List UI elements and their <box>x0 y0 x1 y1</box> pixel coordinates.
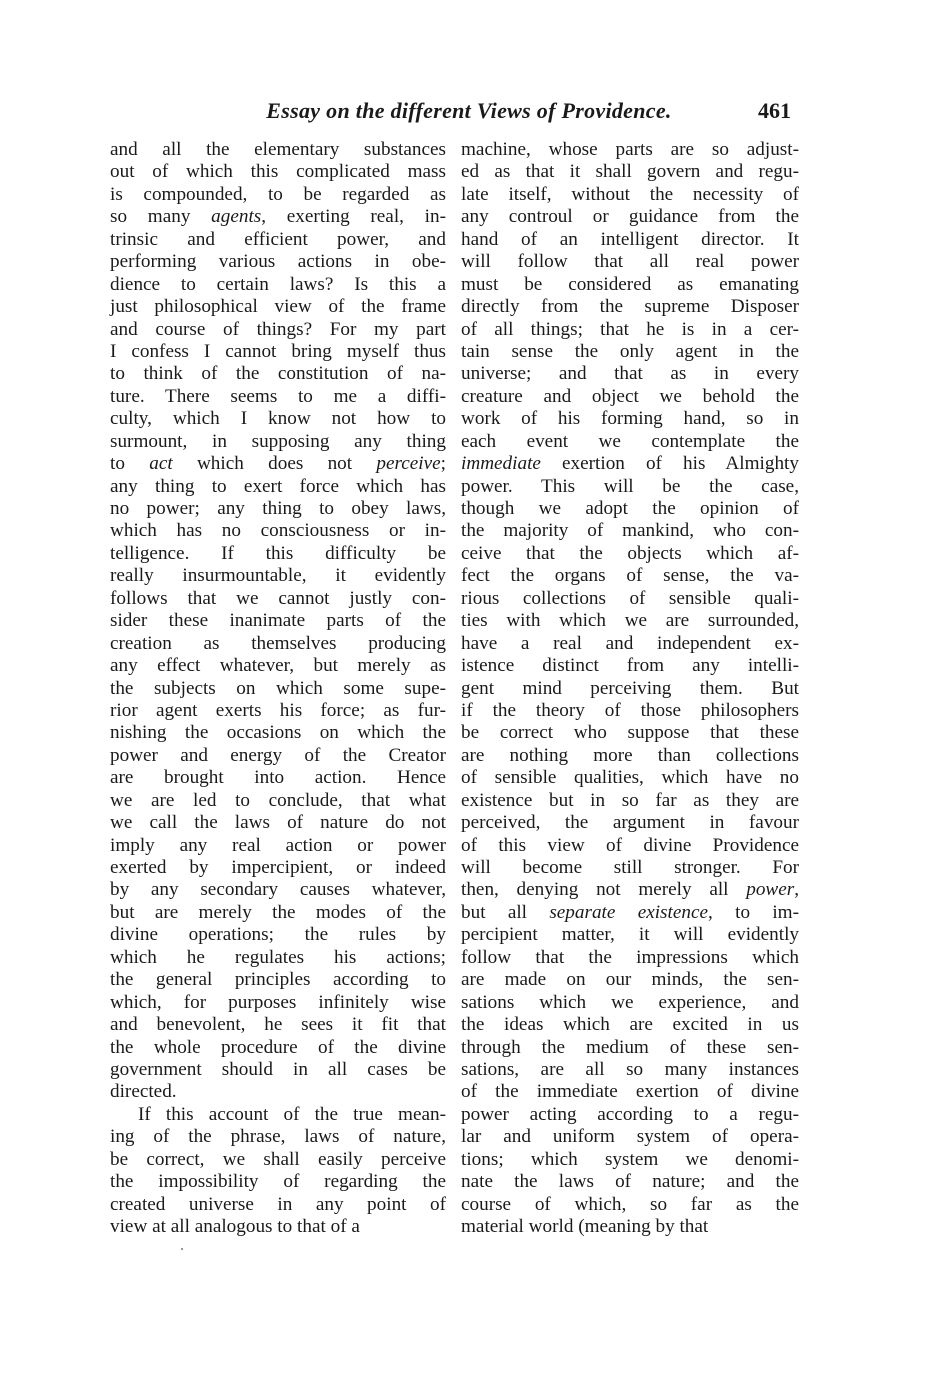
text-line: but are merely the modes of the <box>110 901 446 923</box>
text-line: universe; and that as in every <box>461 363 799 385</box>
text-line: material world (meaning by that <box>461 1216 709 1237</box>
text-line: the impossibility of regarding the <box>110 1171 446 1193</box>
text-line: though we adopt the opinion of <box>461 498 799 519</box>
text-line: are nothing more than collections <box>461 744 799 766</box>
text-line: then, denying not merely all power, <box>461 879 799 901</box>
text-line: be correct, we shall easily perceive <box>110 1148 446 1170</box>
text-line: the general principles according to <box>110 969 446 991</box>
text-line: creature and object we behold the <box>461 385 799 407</box>
text-line: surmount, in supposing any thing <box>110 430 446 452</box>
text-line: so many agents, exerting real, in- <box>110 206 446 228</box>
text-line: created universe in any point of <box>110 1193 446 1215</box>
text-line: I confess I cannot bring myself thus <box>110 340 446 362</box>
text-line: culty, which I know not how to <box>110 408 446 430</box>
text-line: each event we contemplate the <box>461 430 799 452</box>
ink-speck <box>181 1248 183 1250</box>
text-line: course of which, so far as the <box>461 1193 799 1215</box>
text-line: government should in all cases be <box>110 1058 446 1080</box>
text-line: and all the elementary substances <box>110 139 446 160</box>
text-line: of this view of divine Providence <box>461 834 799 856</box>
text-line: no power; any thing to obey laws, <box>110 498 446 519</box>
text-line: perceived, the argument in favour <box>461 812 799 834</box>
text-line: if the theory of those philosophers <box>461 699 799 721</box>
running-head: Essay on the different Views of Providence. <box>266 98 672 123</box>
text-line: but all separate existence, to im- <box>461 901 799 923</box>
text-line: performing various actions in obe- <box>110 251 446 273</box>
text-line: power and energy of the Creator <box>110 744 446 766</box>
text-line: machine, whose parts are so adjust- <box>461 139 799 160</box>
text-line: to think of the constitution of na- <box>110 363 446 385</box>
text-line: fect the organs of sense, the va- <box>461 565 799 587</box>
text-line: the majority of mankind, who con- <box>461 520 799 542</box>
text-line: the subjects on which some supe- <box>110 677 446 699</box>
text-line: to act which does not perceive; <box>110 453 446 475</box>
text-line: and benevolent, he sees it fit that <box>110 1014 446 1036</box>
text-line: the ideas which are excited in us <box>461 1014 799 1036</box>
text-line: which, for purposes infinitely wise <box>110 991 446 1013</box>
text-line: If this account of the true mean- <box>138 1103 446 1125</box>
text-line: we call the laws of nature do not <box>110 812 446 834</box>
text-line: ceive that the objects which af- <box>461 542 799 564</box>
text-line: any thing to exert force which has <box>110 475 446 497</box>
text-line: which has no consciousness or in- <box>110 520 446 542</box>
left-text-column <box>110 139 446 1238</box>
text-line: ing of the phrase, laws of nature, <box>110 1126 446 1148</box>
text-line: nishing the occasions on which the <box>110 722 446 744</box>
text-line: any controul or guidance from the <box>461 206 799 228</box>
right-text-column <box>461 139 799 1238</box>
text-line: lar and uniform system of opera- <box>461 1126 799 1148</box>
text-line: imply any real action or power <box>110 834 446 856</box>
text-line: exerted by impercipient, or indeed <box>110 857 446 878</box>
text-line: telligence. If this difficulty be <box>110 542 446 564</box>
text-line: sider these inanimate parts of the <box>110 610 446 632</box>
text-line: nate the laws of nature; and the <box>461 1171 799 1193</box>
text-line: ture. There seems to me a diffi- <box>110 385 446 407</box>
text-line: through the medium of these sen- <box>461 1036 799 1058</box>
text-line: power. This will be the case, <box>461 475 799 497</box>
text-line: by any secondary causes whatever, <box>110 879 446 901</box>
text-line: rious collections of sensible quali- <box>461 587 799 609</box>
text-line: directly from the supreme Disposer <box>461 296 799 318</box>
text-line: sations, are all so many instances <box>461 1058 799 1080</box>
text-line: ed as that it shall govern and regu- <box>461 161 799 183</box>
text-line: percipient matter, it will evidently <box>461 924 799 946</box>
text-line: just philosophical view of the frame <box>110 296 446 318</box>
text-line: divine operations; the rules by <box>110 924 446 946</box>
text-line: really insurmountable, it evidently <box>110 565 446 587</box>
text-line: tions; which system we denomi- <box>461 1148 799 1170</box>
text-line: which he regulates his actions; <box>110 946 446 968</box>
text-line: power acting according to a regu- <box>461 1103 799 1125</box>
text-line: trinsic and efficient power, and <box>110 228 446 250</box>
text-line: istence distinct from any intelli- <box>461 655 799 677</box>
text-line: will become still stronger. For <box>461 857 799 878</box>
text-line: of all things; that he is in a cer- <box>461 318 799 340</box>
text-line: the whole procedure of the divine <box>110 1036 446 1058</box>
page-number: 461 <box>758 98 791 123</box>
text-line: immediate exertion of his Almighty <box>461 453 799 475</box>
text-line: is compounded, to be regarded as <box>110 183 446 205</box>
text-line: of the immediate exertion of divine <box>461 1081 799 1103</box>
text-line: ties with which we are surrounded, <box>461 610 799 632</box>
text-line: dience to certain laws? Is this a <box>110 273 446 295</box>
text-line: hand of an intelligent director. It <box>461 228 799 250</box>
text-line: follow that the impressions which <box>461 946 799 968</box>
text-line: gent mind perceiving them. But <box>461 677 799 699</box>
text-line: must be considered as emanating <box>461 273 799 295</box>
text-line: we are led to conclude, that what <box>110 789 446 811</box>
text-line: tain sense the only agent in the <box>461 340 799 362</box>
text-line: are made on our minds, the sen- <box>461 969 799 991</box>
text-line: follows that we cannot justly con- <box>110 587 446 609</box>
text-line: existence but in so far as they are <box>461 789 799 811</box>
text-line: directed. <box>110 1081 177 1103</box>
text-line: creation as themselves producing <box>110 632 446 654</box>
text-line: are brought into action. Hence <box>110 767 446 789</box>
text-line: will follow that all real power <box>461 251 799 273</box>
text-line: have a real and independent ex- <box>461 632 799 654</box>
text-line: late itself, without the necessity of <box>461 183 799 205</box>
text-line: view at all analogous to that of a <box>110 1216 360 1237</box>
text-line: be correct who suppose that these <box>461 722 799 744</box>
text-line: work of his forming hand, so in <box>461 408 799 430</box>
text-line: and course of things? For my part <box>110 318 446 340</box>
text-line: any effect whatever, but merely as <box>110 655 446 677</box>
text-line: sations which we experience, and <box>461 991 799 1013</box>
text-line: out of which this complicated mass <box>110 161 446 183</box>
text-line: of sensible qualities, which have no <box>461 767 799 789</box>
text-line: rior agent exerts his force; as fur- <box>110 699 446 721</box>
